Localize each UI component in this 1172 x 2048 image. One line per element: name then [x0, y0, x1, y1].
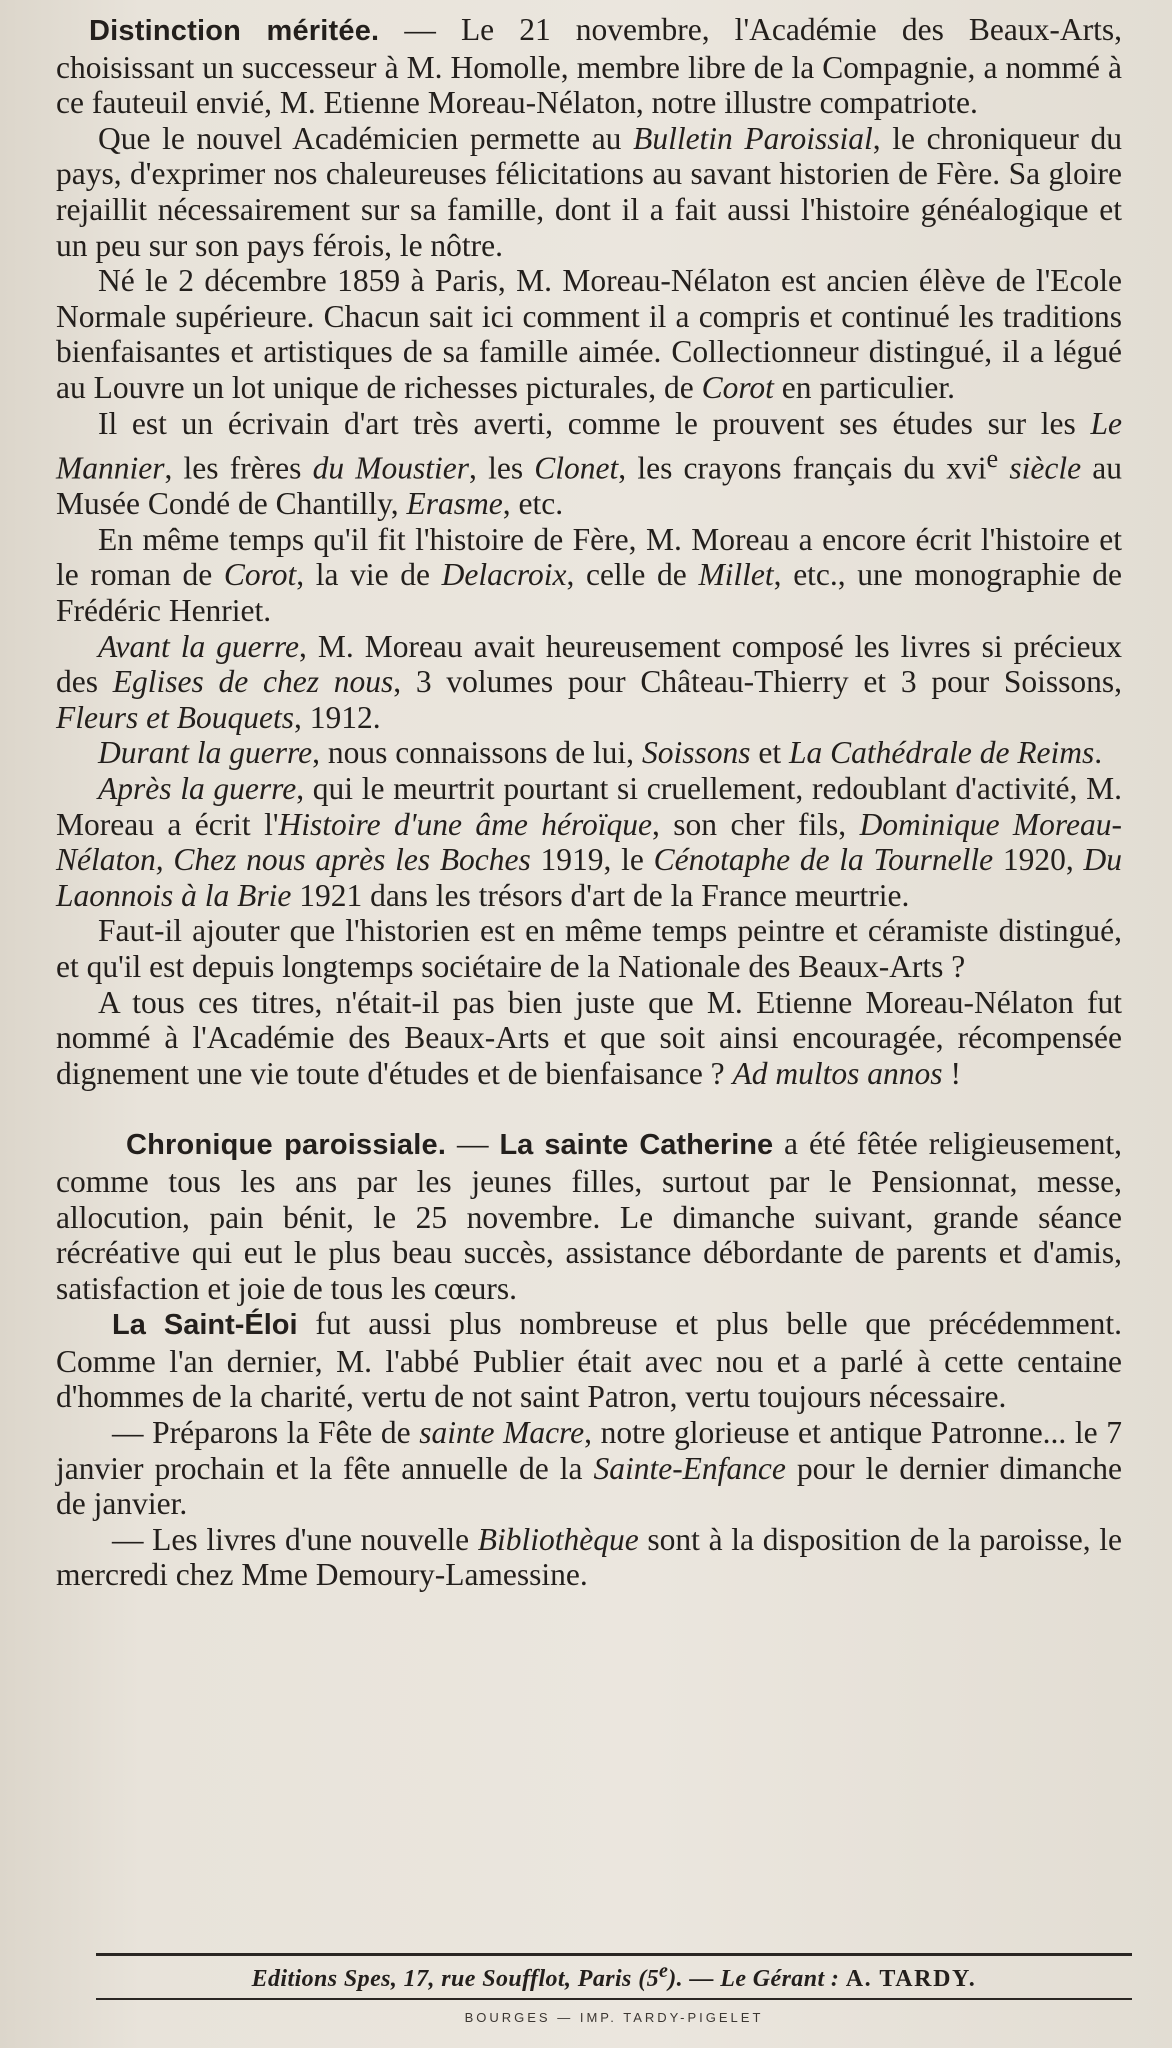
article-distinction-intro: Distinction méritée. — Le 21 novembre, l'Académie des Beaux-Arts, choisissant un successeur à M. Homolle, membre libre de la Compagnie, a nommé à ce fauteuil envié, M. Etienne Moreau-Nélaton, notre illustre compatriote. — [56, 12, 1122, 121]
label-saint-eloi: La Saint-Éloi — [112, 1309, 298, 1342]
article-distinction-para-4: Il est un écrivain d'art très averti, comme le prouvent ses études sur les Le Mannier, les frères du Moustier, les Clonet, les crayons français du xvi$^e$ siècle au Musée Condé de Chantilly, Erasme, etc. — [56, 405, 1122, 522]
footer-rule-top — [96, 1953, 1132, 1956]
footer-rule-bottom — [96, 1998, 1132, 2000]
text-column — [56, 12, 1122, 1593]
article-distinction-para-2: Que le nouvel Académicien permette au Bulletin Paroissial, le chroniqueur du pays, d'exprimer nos chaleureuses félicitations au savant historien de Fère. Sa gloire rejaillit nécessairement sur sa famille, dont il a fait aussi l'histoire généalogique et un peu sur son pays férois, le nôtre. — [56, 120, 1122, 263]
printer-imprint: BOURGES — IMP. TARDY-PIGELET — [464, 2010, 764, 2025]
article-distinction-para-7: Durant la guerre, nous connaissons de lui, Soissons et La Cathédrale de Reims. — [98, 735, 1103, 771]
article-chronique-para-3: — Préparons la Fête de sainte Macre, notre glorieuse et antique Patronne... le 7 janvier prochain et la fête annuelle de la Sainte-Enfance pour le dernier dimanche de janvier. — [56, 1415, 1123, 1522]
article-distinction-para-6: Avant la guerre, M. Moreau avait heureusement composé les livres si précieux des Eglises de chez nous, 3 volumes pour Château-Thierry et 3 pour Soissons, Fleurs et Bouquets, 1912. — [56, 628, 1122, 735]
article-distinction-para-8: Après la guerre, qui le meurtrit pourtant si cruellement, redoublant d'activité, M. Moreau a écrit l'Histoire d'une âme héroïque, son cher fils, Dominique Moreau-Nélaton, Chez nous après les Boches 1919, le Cénotaphe de la Tournelle 1920, Du Laonnois à la Brie 1921 dans les trésors d'art de la France meurtrie. — [56, 770, 1122, 913]
manager-name: A. TARDY. — [845, 1966, 977, 1992]
article-heading-chronique: Chronique paroissiale. — [126, 1129, 447, 1162]
article-distinction-para-5: En même temps qu'il fit l'histoire de Fère, M. Moreau a encore écrit l'histoire et le roman de Corot, la vie de Delacroix, celle de Millet, etc., une monographie de Frédéric Henriet. — [56, 521, 1123, 628]
article-chronique-para-1: Chronique paroissiale. — La sainte Catherine a été fêtée religieusement, comme tous les ans par les jeunes filles, surtout par le Pensionnat, messe, allocution, pain bénit, le 25 novembre. Le dimanche suivant, grande séance récréative qui eut le plus beau succès, assistance débordante de parents et d'amis, satisfaction et joie de tous les cœurs. — [56, 1126, 1123, 1306]
article-heading-distinction: Distinction méritée. — [89, 15, 380, 47]
article-chronique-para-4: — Les livres d'une nouvelle Bibliothèque sont à la disposition de la paroisse, le mercredi chez Mme Demoury-Lamessine. — [56, 1521, 1122, 1593]
article-distinction-para-9: Faut-il ajouter que l'historien est en même temps peintre et céramiste distingué, et qu'il est depuis longtemps sociétaire de la Nationale des Beaux-Arts ? — [56, 913, 1122, 984]
publisher-footer: Editions Spes, 17, rue Soufflot, Paris (5e). — Le Gérant : A. TARDY. — [251, 1960, 977, 1992]
article-distinction-para-3: Né le 2 décembre 1859 à Paris, M. Moreau-Nélaton est ancien élève de l'Ecole Normale supérieure. Chacun sait ici comment il a compris et continué les traditions bienfaisantes et artistiques de sa famille aimée. Collectionneur distingué, il a légué au Louvre un lot unique de richesses picturales, de Corot en particulier. — [56, 263, 1122, 405]
article-distinction-para-10: A tous ces titres, n'était-il pas bien juste que M. Etienne Moreau-Nélaton fut nommé à l'Académie des Beaux-Arts et que soit ainsi encouragée, récompensée dignement une vie toute d'études et de bienfaisance ? Ad multos annos ! — [56, 984, 1122, 1091]
article-chronique-para-2: La Saint-Éloi fut aussi plus nombreuse et plus belle que précédemment. Comme l'an dernier, M. l'abbé Publier était avec nou et a parlé à cette centaine d'hommes de la charité, vertu de not saint Patron, vertu toujours nécessaire. — [56, 1306, 1122, 1415]
label-sainte-catherine: La sainte Catherine — [499, 1129, 774, 1162]
